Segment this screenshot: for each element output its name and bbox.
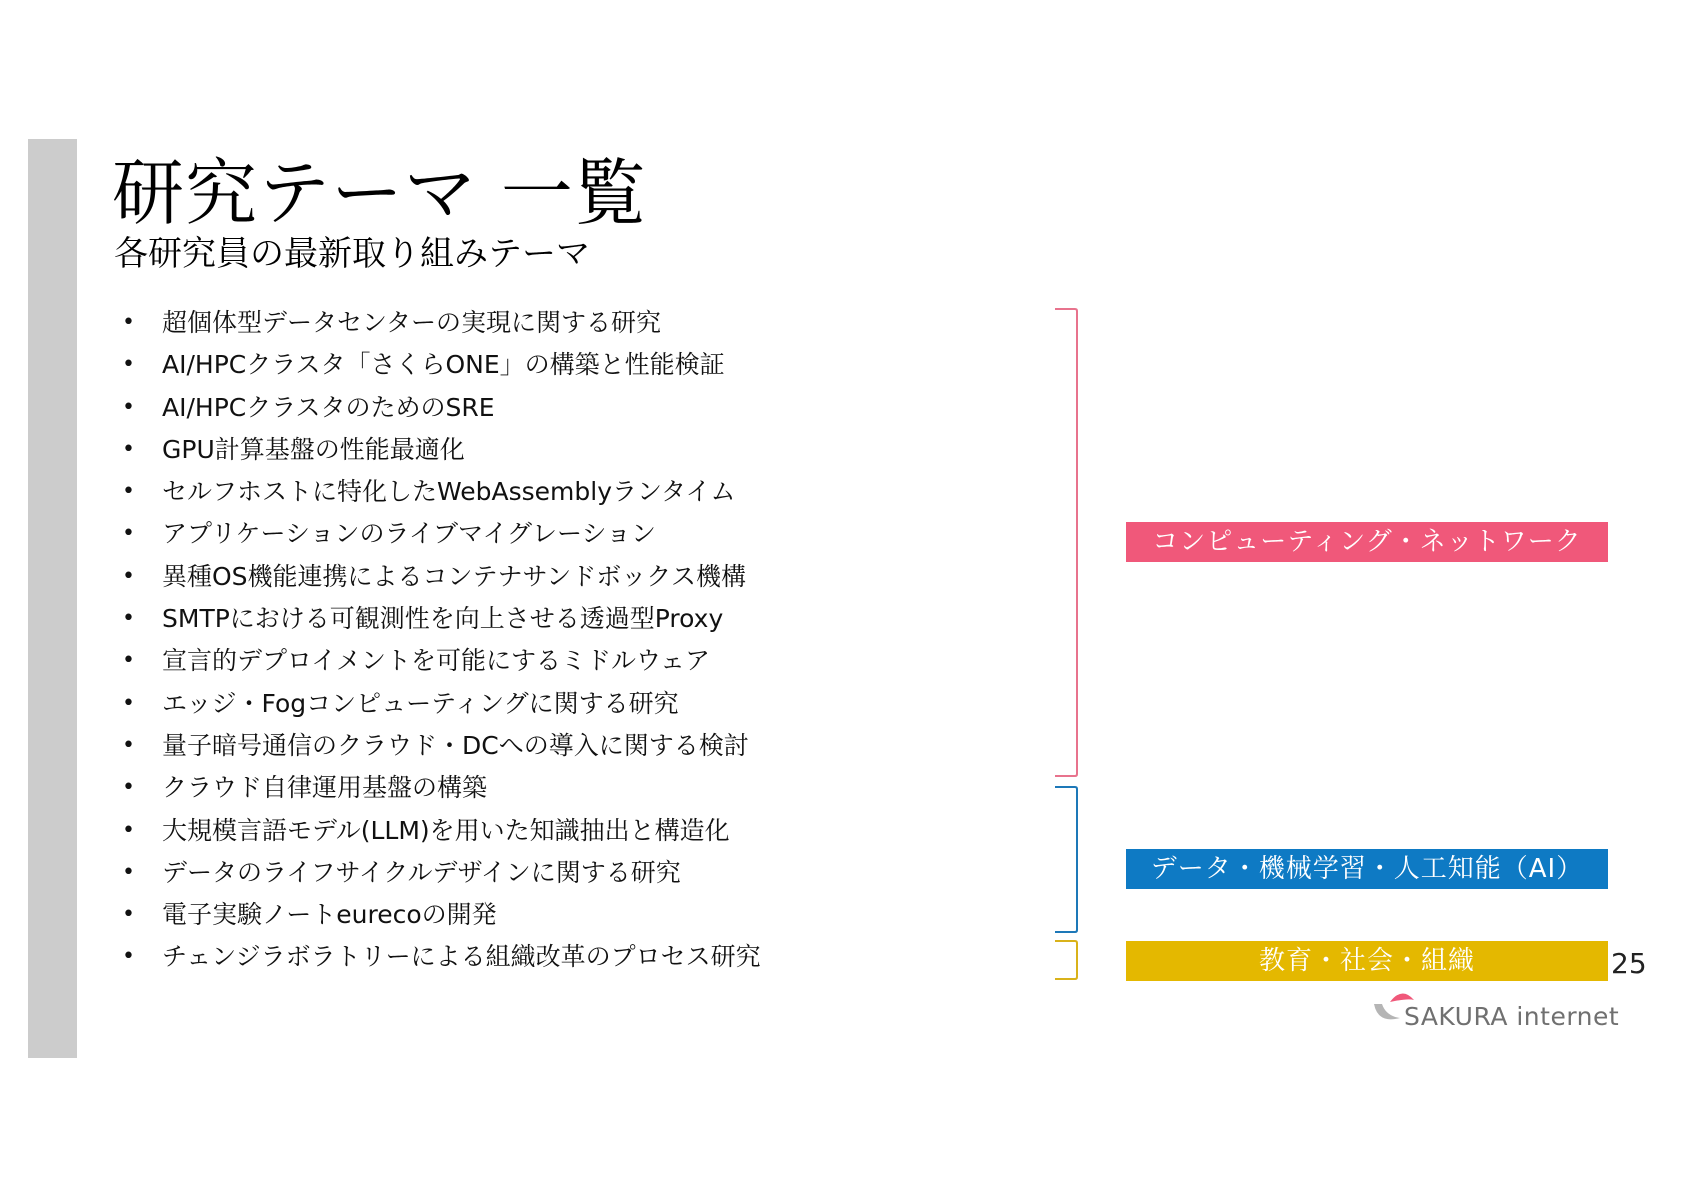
computing-bracket (1055, 309, 1077, 776)
list-item (118, 302, 761, 344)
list-item (118, 810, 761, 852)
list-item (118, 513, 761, 555)
topic-label: 宣言的デプロイメントを可能にするミドルウェア (162, 646, 711, 676)
bullet-icon: • (122, 902, 135, 928)
list-item (118, 556, 761, 598)
slide-title: 研究テーマ 一覧 (112, 151, 647, 235)
topic-label: データのライフサイクルデザインに関する研究 (162, 857, 681, 887)
slide-subtitle: 各研究員の最新取り組みテーマ (114, 234, 590, 274)
bullet-icon: • (122, 859, 135, 885)
topic-label: GPU計算基盤の性能最適化 (162, 434, 465, 464)
topic-list (118, 302, 761, 979)
category-label-computing-network: コンピューティング・ネットワーク (1126, 522, 1608, 562)
topic-label: チェンジラボラトリーによる組織改革のプロセス研究 (162, 942, 761, 972)
list-item (118, 936, 761, 978)
page-number: 25 (1611, 947, 1647, 980)
list-item (118, 640, 761, 682)
list-item (118, 894, 761, 936)
sakura-internet-logo (1372, 980, 1632, 1040)
topic-label: アプリケーションのライブマイグレーション (162, 519, 657, 549)
list-item (118, 725, 761, 767)
topic-label: エッジ・Fogコンピューティングに関する研究 (162, 688, 679, 718)
edu-bracket (1055, 941, 1077, 979)
list-item (118, 683, 761, 725)
list-item (118, 387, 761, 429)
bullet-icon: • (122, 648, 135, 674)
bullet-icon: • (122, 775, 135, 801)
topic-label: AI/HPCクラスタ「さくらONE」の構築と性能検証 (162, 350, 725, 380)
bullet-icon: • (122, 606, 135, 632)
list-item (118, 767, 761, 809)
bullet-icon: • (122, 944, 135, 970)
list-item (118, 471, 761, 513)
list-item (118, 344, 761, 386)
topic-label: 超個体型データセンターの実現に関する研究 (162, 308, 662, 337)
ai-bracket (1055, 787, 1077, 932)
bullet-icon: • (122, 732, 135, 758)
topic-label: 大規模言語モデル(LLM)を用いた知識抽出と構造化 (162, 815, 730, 845)
bullet-icon: • (122, 563, 135, 589)
side-accent-bar (28, 139, 77, 1058)
topic-label: クラウド自律運用基盤の構築 (162, 773, 488, 803)
topic-label: 異種OS機能連携によるコンテナサンドボックス機構 (162, 561, 747, 591)
category-label-education-society: 教育・社会・組織 (1126, 941, 1608, 981)
list-item (118, 429, 761, 471)
bullet-icon: • (122, 394, 135, 420)
list-item (118, 852, 761, 894)
bullet-icon: • (122, 479, 135, 505)
bullet-icon: • (122, 521, 135, 547)
bullet-icon: • (122, 817, 135, 843)
category-label-data-ml-ai: データ・機械学習・人工知能（AI） (1126, 849, 1608, 889)
bullet-icon: • (122, 690, 135, 716)
topic-label: SMTPにおける可観測性を向上させる透過型Proxy (162, 604, 724, 634)
bullet-icon: • (122, 436, 135, 462)
topic-label: 量子暗号通信のクラウド・DCへの導入に関する検討 (162, 730, 749, 760)
topic-label: セルフホストに特化したWebAssemblyランタイム (162, 477, 736, 507)
topic-label: 電子実験ノートeurecoの開発 (162, 900, 497, 930)
topic-label: AI/HPCクラスタのためのSRE (162, 392, 495, 422)
bullet-icon: • (122, 352, 135, 378)
list-item (118, 598, 761, 640)
logo-text: SAKURA internet (1404, 1002, 1620, 1031)
bullet-icon: • (122, 310, 135, 335)
